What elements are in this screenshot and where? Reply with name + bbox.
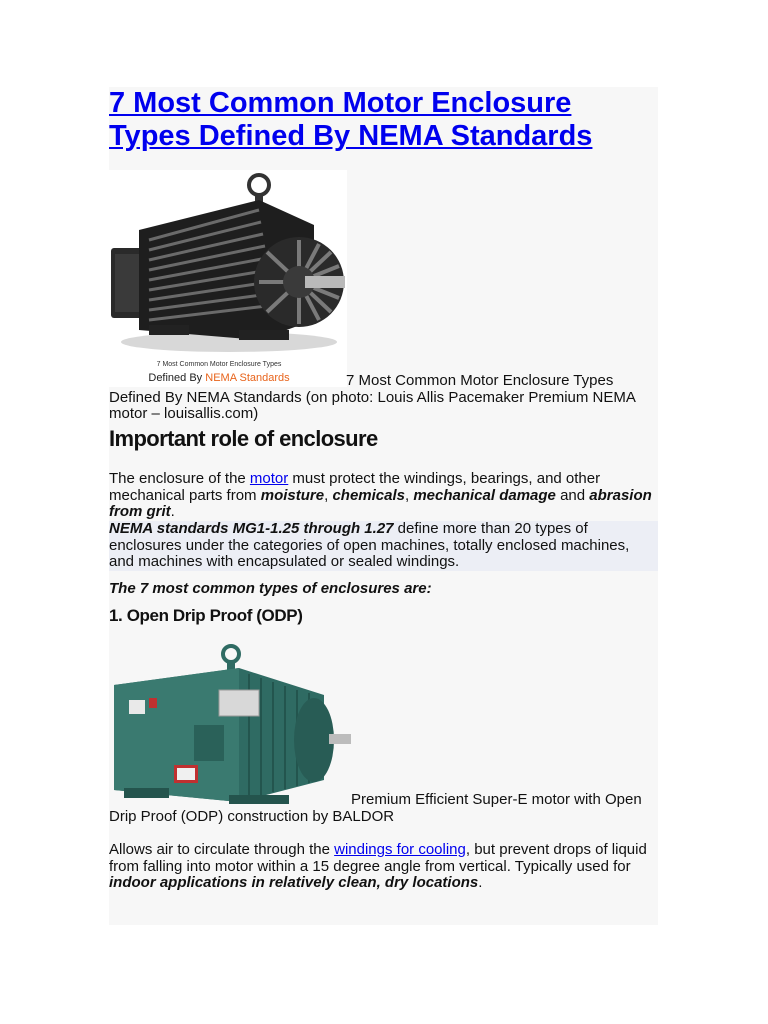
- p1-text2: must protect the windings, bearings, and other mechanical parts from: [109, 470, 601, 504]
- p2-bold-nema-standards: NEMA standards MG1-1.25 through 1.27: [109, 520, 394, 537]
- motor-photo-louis-allis: [109, 170, 347, 387]
- overlay-text-line2a: Defined By: [148, 372, 206, 384]
- motor-photo-baldor-odp: [109, 640, 351, 806]
- p1-bold-abrasion: abrasion from grit: [109, 486, 652, 521]
- overlay-text-line2b: NEMA Standards: [205, 372, 290, 384]
- figure1-caption: 7 Most Common Motor Enclosure Types Defined By NEMA Standards (on photo: Louis Allis Pacemaker Premium NEMA motor – louisallis.com): [109, 372, 636, 423]
- figure2-caption: Premium Efficient Super-E motor with Open Drip Proof (ODP) construction by BALDOR: [109, 791, 642, 825]
- p3-text3: .: [478, 874, 483, 892]
- list-intro: The 7 most common types of enclosures are:: [109, 580, 432, 597]
- paragraph-odp-description: [109, 842, 658, 892]
- paragraph-enclosure-role: [109, 471, 658, 521]
- article-title-link[interactable]: 7 Most Common Motor Enclosure Types Defined By NEMA Standards: [109, 87, 593, 152]
- p3-bold-indoor-applications: indoor applications in relatively clean, dry locations: [109, 874, 479, 892]
- item1-heading: 1. Open Drip Proof (ODP): [109, 606, 303, 625]
- p1-sep2: ,: [404, 486, 414, 504]
- windings-for-cooling-link[interactable]: windings for cooling: [334, 841, 466, 858]
- document-page: [109, 87, 658, 925]
- p1-sep1: ,: [324, 486, 333, 504]
- p1-bold-chemicals: chemicals: [332, 486, 405, 504]
- p3-text1: Allows air to circulate through the: [109, 841, 335, 858]
- article-title[interactable]: [109, 87, 658, 153]
- p1-bold-mechanical-damage: mechanical damage: [413, 486, 556, 504]
- p3-text2: , but prevent drops of liquid from falling into motor within a 15 degree angle from vertical. Typically used for: [109, 841, 647, 875]
- p1-text1: The enclosure of the: [109, 470, 250, 487]
- p1-bold-moisture: moisture: [260, 486, 325, 504]
- paragraph-nema-standards: [109, 521, 658, 571]
- p1-text3: and: [555, 486, 590, 504]
- section-heading: Important role of enclosure: [109, 426, 378, 451]
- motor-link[interactable]: motor: [249, 470, 289, 487]
- p1-text4: .: [170, 503, 175, 521]
- overlay-text-line1: 7 Most Common Motor Enclosure Types: [156, 361, 282, 368]
- p2-text: define more than 20 types of enclosures under the categories of open machines, totally enclosed machines, and machines with encapsulated or sealed windings.: [109, 520, 630, 571]
